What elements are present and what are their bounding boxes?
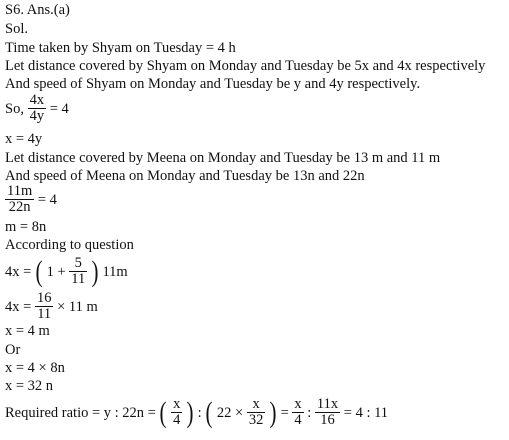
fraction [69, 256, 87, 287]
fraction-denominator: 11 [71, 271, 86, 287]
equation-result: = 4 : 11 [343, 404, 389, 421]
fraction-numerator: x [294, 396, 302, 412]
text-line: Or [5, 342, 21, 358]
equation-shyam-ratio [5, 93, 69, 124]
text-line: According to question [5, 237, 134, 253]
equation-lhs: Required ratio = y : 22n = [5, 404, 156, 421]
fraction-denominator: 16 [320, 412, 335, 428]
equation-rhs: × 11 m [57, 298, 98, 315]
fraction [5, 184, 34, 215]
text-line: Let distance covered by Shyam on Monday and Tuesday be 5x and 4x respectively [5, 58, 486, 74]
equation-rhs: = 4 [49, 100, 69, 117]
open-parenthesis: ( [159, 395, 167, 429]
fraction [28, 93, 47, 124]
text-line: x = 32 n [5, 378, 54, 394]
fraction-denominator: 22n [8, 199, 31, 215]
equation-prefix: So, [5, 100, 24, 117]
close-parenthesis: ) [186, 395, 194, 429]
fraction [35, 291, 54, 322]
close-parenthesis: ) [269, 395, 277, 429]
text-line: And speed of Shyam on Monday and Tuesday be y and 4y respectively. [5, 76, 421, 92]
fraction-denominator: 4 [173, 412, 181, 428]
text-line: x = 4y [5, 131, 43, 147]
text-line: x = 4 m [5, 323, 50, 339]
ratio-colon: : [307, 404, 312, 421]
ratio-colon: : [197, 404, 202, 421]
close-parenthesis: ) [91, 254, 99, 288]
fraction-denominator: 4y [29, 108, 45, 124]
fraction [171, 397, 182, 428]
fraction-numerator: 16 [36, 290, 52, 306]
fraction [315, 397, 340, 428]
fraction-numerator: 11m [7, 183, 33, 199]
fraction-numerator: 4x [29, 92, 45, 108]
equation-rhs: 11m [102, 263, 128, 280]
text-line: And speed of Meena on Monday and Tuesday be 13n and 22n [5, 168, 365, 184]
equation-meena-ratio [5, 184, 57, 215]
fraction-denominator: 4 [294, 412, 302, 428]
fraction-numerator: 5 [69, 256, 87, 272]
equation-step [5, 291, 98, 322]
fraction-denominator: 11 [37, 306, 52, 322]
equation-term: 22 × [216, 404, 244, 421]
open-parenthesis: ( [35, 254, 43, 288]
open-parenthesis: ( [205, 395, 213, 429]
fraction-denominator: 32 [248, 412, 264, 428]
text-line: Time taken by Shyam on Tuesday = 4 h [5, 40, 236, 56]
solution-label: Sol. [5, 21, 28, 37]
equals-sign: = [280, 404, 289, 421]
equation-question [5, 256, 128, 287]
text-line: m = 8n [5, 219, 47, 235]
equation-rhs: = 4 [37, 191, 57, 208]
fraction-numerator: x [247, 397, 266, 413]
equation-lhs: 4x = [5, 298, 32, 315]
equation-required-ratio [5, 397, 388, 428]
equation-term: 1 + [46, 263, 66, 280]
fraction-numerator: x [173, 396, 181, 412]
equation-lhs: 4x = [5, 263, 32, 280]
text-line: x = 4 × 8n [5, 360, 65, 376]
fraction-numerator: 11x [316, 396, 339, 412]
fraction [292, 397, 303, 428]
fraction [247, 397, 266, 428]
text-line: Let distance covered by Meena on Monday and Tuesday be 13 m and 11 m [5, 150, 441, 166]
answer-heading: S6. Ans.(a) [5, 2, 70, 18]
